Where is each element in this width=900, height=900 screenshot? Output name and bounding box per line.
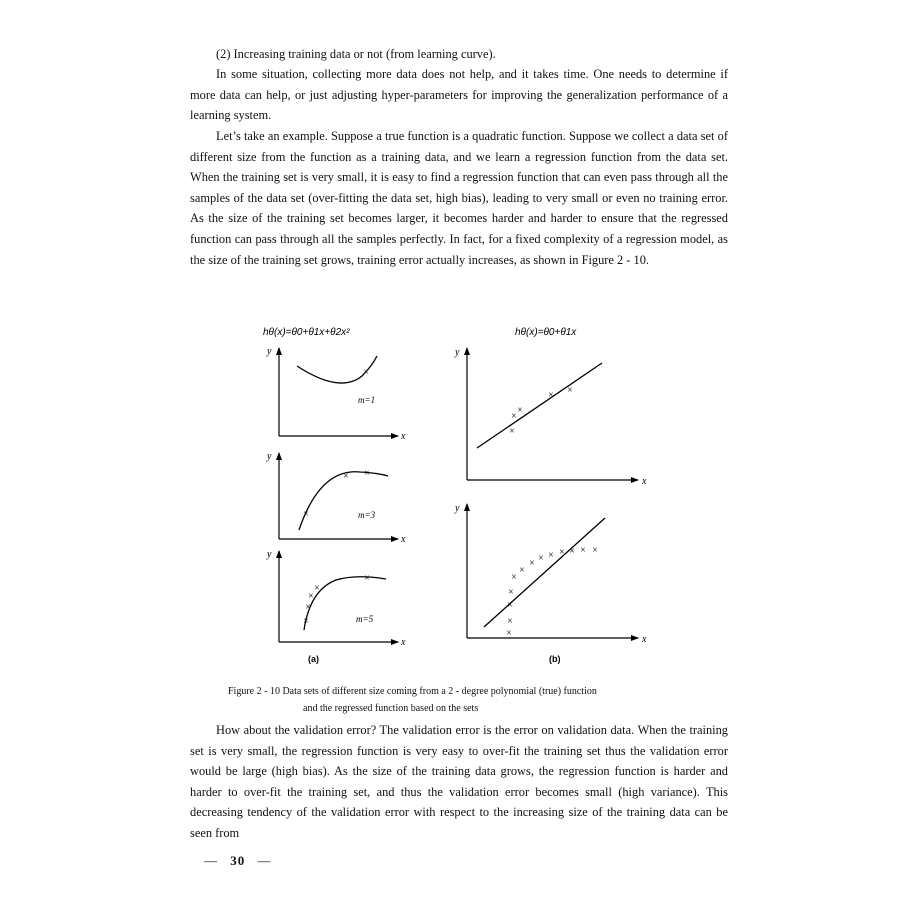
x-axis-label: x <box>401 637 406 648</box>
data-point: × <box>308 591 314 602</box>
x-axis-label: x <box>401 534 406 545</box>
caption-line-2: and the regressed function based on the sets <box>303 703 479 714</box>
x-axis-label: x <box>642 476 647 487</box>
y-axis-label: y <box>455 347 460 358</box>
panel-b-label: (b) <box>549 654 561 664</box>
data-point: × <box>580 545 586 556</box>
data-point: × <box>343 471 349 482</box>
panel-a-label: (a) <box>308 654 319 664</box>
data-point: × <box>538 553 544 564</box>
data-point: × <box>314 583 320 594</box>
page-dash-right: — <box>257 853 272 868</box>
plot-b2 <box>454 503 647 645</box>
data-point: × <box>548 390 554 401</box>
caption-line-1: Figure 2 - 10 Data sets of different size coming from a 2 - degree polynomial (true) function <box>228 686 597 697</box>
figure-caption <box>228 683 728 717</box>
regression-line <box>477 363 602 448</box>
data-point: × <box>548 550 554 561</box>
data-point: × <box>517 405 523 416</box>
data-point: × <box>507 600 513 611</box>
data-point: × <box>363 367 369 378</box>
y-axis-label: y <box>267 346 272 357</box>
paragraph-heading-learning-curve: (2) Increasing training data or not (from learning curve). <box>216 47 496 61</box>
data-point: × <box>569 546 575 557</box>
x-axis-label: x <box>401 431 406 442</box>
y-axis-label: y <box>455 503 460 514</box>
y-axis-label: y <box>267 451 272 462</box>
data-point: × <box>506 628 512 639</box>
plot-a3 <box>266 549 406 648</box>
m-label: m=1 <box>358 395 376 405</box>
m-label: m=3 <box>358 510 376 520</box>
data-point: × <box>511 411 517 422</box>
panel-b-formula: hθ(x)=θ0+θ1x <box>515 327 577 338</box>
y-axis-label: y <box>267 549 272 560</box>
paragraph-validation-error: How about the validation error? The validation error is the error on validation data. When the training set is very small, the regression function is very easy to over-fit the training set thus the validation error would be large (high bias). As the size of the training data grows, the regression function is harder and harder to over-fit the training set, and thus the validation error becomes small (high variance). This decreasing tendency of the validation error with respect to the increasing size of the training data can be seen from <box>190 723 728 840</box>
x-axis-label: x <box>642 634 647 645</box>
paragraph-more-data: In some situation, collecting more data does not help, and it takes time. One needs to determine if more data can help, or just adjusting hyper-parameters for improving the generalization performance of a learning system. <box>190 67 728 123</box>
plot-b1 <box>454 347 647 487</box>
data-point: × <box>592 545 598 556</box>
paragraph-example: Let’s take an example. Suppose a true function is a quadratic function. Suppose we collect a data set of different size from the function as a training data, and we learn a regression function from the data set. When the training set is very small, it is easy to find a regression function that can even pass through all the samples of the data set (over-fitting the data set, high bias), leading to very small or even no training error. As the size of the training set becomes larger, it becomes harder and harder to ensure that the regressed function can pass through all the samples perfectly. In fact, for a fixed complexity of a regression model, as the size of the training set grows, training error actually increases, as shown in Figure 2 - 10. <box>190 129 728 267</box>
data-point: × <box>303 509 309 520</box>
data-point: × <box>559 547 565 558</box>
plot-a2 <box>266 451 406 545</box>
data-point: × <box>519 565 525 576</box>
data-point: × <box>567 385 573 396</box>
data-point: × <box>507 616 513 627</box>
data-point: × <box>509 426 515 437</box>
m-label: m=5 <box>356 614 374 624</box>
data-point: × <box>529 558 535 569</box>
data-point: × <box>511 572 517 583</box>
data-point: × <box>364 573 370 584</box>
page-dash-left: — <box>204 853 218 868</box>
regression-line <box>484 518 605 627</box>
data-point: × <box>508 587 514 598</box>
data-point: × <box>303 616 309 627</box>
panel-a-formula: hθ(x)=θ0+θ1x+θ2x² <box>263 327 350 338</box>
figure-2-10 <box>190 318 690 673</box>
page-number: 30 <box>230 853 246 868</box>
page-number-footer <box>204 853 272 869</box>
data-point: × <box>364 468 370 479</box>
data-point: × <box>305 602 311 613</box>
plot-a1 <box>266 346 406 442</box>
